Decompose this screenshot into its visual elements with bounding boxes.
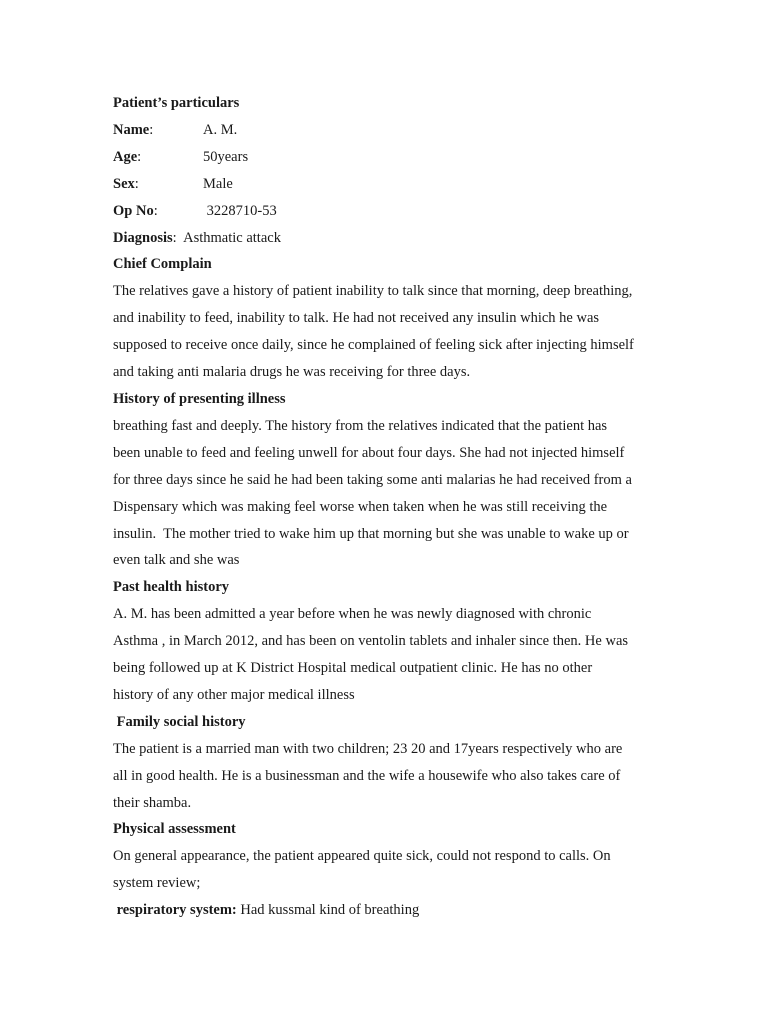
- field-age-row: [113, 144, 658, 171]
- field-sex-label: Sex:: [113, 175, 139, 192]
- history-presenting-line: insulin. The mother tried to wake him up that morning but she was unable to wake up or: [113, 525, 629, 542]
- chief-complain-line: The relatives gave a history of patient inability to talk since that morning, deep breathing,: [113, 283, 633, 300]
- document-page: [113, 90, 658, 924]
- field-diagnosis-row: [113, 225, 658, 252]
- field-opno-value: 3228710-53: [203, 202, 277, 219]
- heading-patient-particulars: Patient’s particulars: [113, 95, 240, 111]
- field-name-row: [113, 117, 658, 144]
- field-opno-label: Op No:: [113, 202, 158, 219]
- chief-complain-line: and taking anti malaria drugs he was receiving for three days.: [113, 364, 471, 381]
- respiratory-system-value: Had kussmal kind of breathing: [236, 902, 420, 919]
- field-name-label: Name:: [113, 121, 154, 138]
- field-sex-row: [113, 171, 658, 198]
- heading-family-social-history: Family social history: [113, 713, 246, 730]
- family-social-line: The patient is a married man with two children; 23 20 and 17years respectively who are: [113, 740, 623, 757]
- chief-complain-line: supposed to receive once daily, since he complained of feeling sick after injecting himself: [113, 337, 634, 354]
- field-age-label: Age:: [113, 148, 142, 165]
- history-presenting-line: breathing fast and deeply. The history from the relatives indicated that the patient has: [113, 417, 608, 434]
- history-presenting-line: even talk and she was: [113, 552, 240, 569]
- history-presenting-line: for three days since he said he had been taking some anti malarias he had received from a: [113, 471, 632, 488]
- past-health-line: being followed up at K District Hospital medical outpatient clinic. He has no other: [113, 660, 593, 677]
- respiratory-system-label: respiratory system:: [113, 902, 237, 919]
- field-diagnosis-value: Asthmatic attack: [176, 229, 281, 246]
- family-social-line: all in good health. He is a businessman and the wife a housewife who also takes care of: [113, 767, 621, 784]
- heading-physical-assessment: Physical assessment: [113, 821, 236, 838]
- field-sex-value: Male: [203, 175, 233, 192]
- physical-assessment-line: On general appearance, the patient appeared quite sick, could not respond to calls. On: [113, 848, 611, 865]
- past-health-line: A. M. has been admitted a year before when he was newly diagnosed with chronic: [113, 606, 592, 623]
- field-opno-row: [113, 198, 658, 225]
- physical-assessment-line: system review;: [113, 875, 201, 892]
- field-diagnosis-label: Diagnosis:: [113, 229, 177, 246]
- respiratory-system-row: [113, 897, 658, 924]
- past-health-line: Asthma , in March 2012, and has been on ventolin tablets and inhaler since then. He was: [113, 633, 629, 650]
- field-name-value: A. M.: [203, 121, 238, 138]
- family-social-line: their shamba.: [113, 794, 192, 811]
- heading-chief-complain: Chief Complain: [113, 256, 212, 273]
- field-age-value: 50years: [203, 148, 249, 165]
- chief-complain-line: and inability to feed, inability to talk. He had not received any insulin which he was: [113, 310, 600, 327]
- heading-history-presenting-illness: History of presenting illness: [113, 390, 286, 407]
- history-presenting-line: been unable to feed and feeling unwell for about four days. She had not injected himself: [113, 444, 625, 461]
- heading-past-health-history: Past health history: [113, 579, 229, 596]
- history-presenting-line: Dispensary which was making feel worse when taken when he was still receiving the: [113, 498, 608, 515]
- past-health-line: history of any other major medical illness: [113, 686, 355, 703]
